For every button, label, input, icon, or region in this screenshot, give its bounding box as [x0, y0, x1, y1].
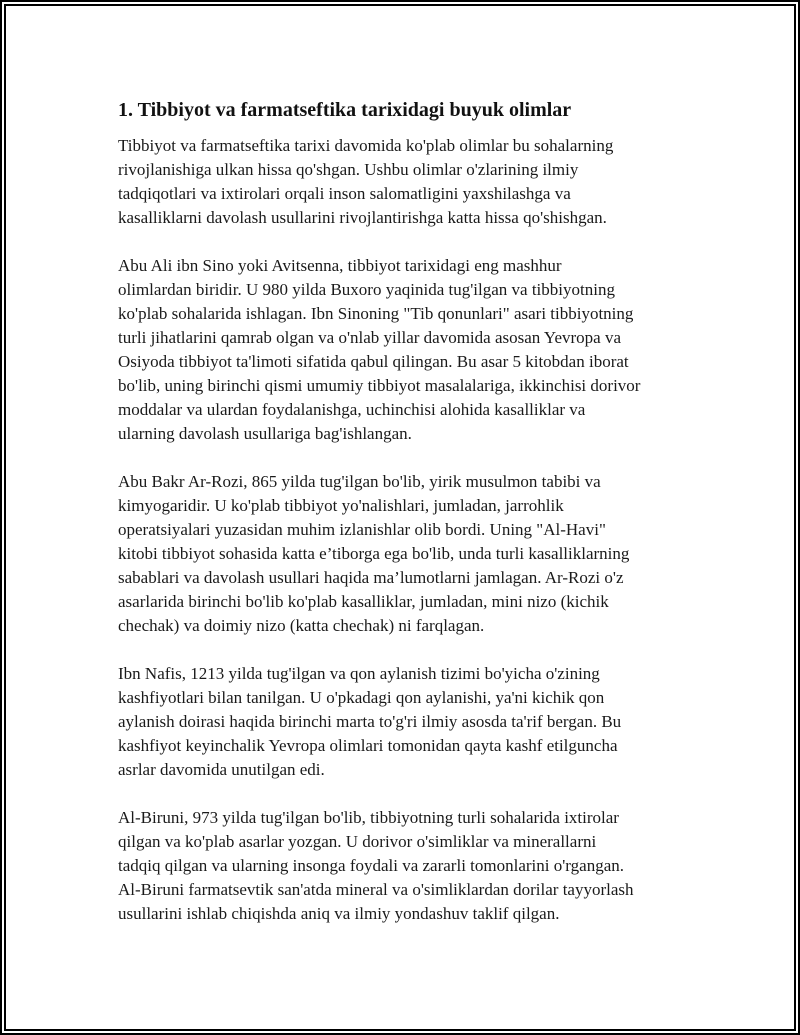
text-line: tadqiqotlari va ixtirolari orqali inson salomatligini yaxshilashga va	[118, 184, 571, 203]
text-line: aylanish doirasi haqida birinchi marta to'g'ri ilmiy asosda ta'rif bergan. Bu	[118, 712, 622, 731]
text-line: ko'plab sohalarida ishlagan. Ibn Sinoning "Tib qonunlari" asari tibbiyotning	[118, 304, 634, 323]
text-line: usullarini ishlab chiqishda aniq va ilmiy yondashuv taklif qilgan.	[118, 904, 560, 923]
text-line: Abu Ali ibn Sino yoki Avitsenna, tibbiyot tarixidagi eng mashhur	[118, 256, 562, 275]
text-line: Tibbiyot va farmatseftika tarixi davomida ko'plab olimlar bu sohalarning	[118, 136, 614, 155]
text-line: operatsiyalari yuzasidan muhim izlanishlar olib bordi. Uning "Al-Havi"	[118, 520, 606, 539]
text-line: Al-Biruni farmatsevtik san'atda mineral va o'simliklardan dorilar tayyorlash	[118, 880, 634, 899]
text-line: olimlardan biridir. U 980 yilda Buxoro yaqinida tug'ilgan va tibbiyotning	[118, 280, 615, 299]
text-line: Ibn Nafis, 1213 yilda tug'ilgan va qon aylanish tizimi bo'yicha o'zining	[118, 664, 600, 683]
paragraph-ibn-nafis	[118, 662, 698, 782]
text-line: bo'lib, uning birinchi qismi umumiy tibbiyot masalalariga, ikkinchisi dorivor	[118, 376, 641, 395]
text-line: kashfiyotlari bilan tanilgan. U o'pkadagi qon aylanishi, ya'ni kichik qon	[118, 688, 605, 707]
paragraph-al-biruni	[118, 806, 698, 926]
text-line: ularning davolash usullariga bag'ishlangan.	[118, 424, 412, 443]
text-line: qilgan va ko'plab asarlar yozgan. U dorivor o'simliklar va minerallarni	[118, 832, 597, 851]
text-line: moddalar va ulardan foydalanishga, uchinchisi alohida kasalliklar va	[118, 400, 586, 419]
text-line: Osiyoda tibbiyot ta'limoti sifatida qabul qilingan. Bu asar 5 kitobdan iborat	[118, 352, 629, 371]
paragraph-ar-rozi	[118, 470, 698, 638]
text-line: rivojlanishiga ulkan hissa qo'shgan. Ushbu olimlar o'zlarining ilmiy	[118, 160, 579, 179]
text-line: sabablari va davolash usullari haqida ma’lumotlarni jamlagan. Ar-Rozi o'z	[118, 568, 624, 587]
document-title: 1. Tibbiyot va farmatseftika tarixidagi buyuk olimlar	[118, 99, 572, 121]
text-line: asarlarida birinchi bo'lib ko'plab kasalliklar, jumladan, mini nizo (kichik	[118, 592, 609, 611]
text-line: kashfiyot keyinchalik Yevropa olimlari tomonidan qayta kashf etilguncha	[118, 736, 618, 755]
text-line: Al-Biruni, 973 yilda tug'ilgan bo'lib, tibbiyotning turli sohalarida ixtirolar	[118, 808, 619, 827]
text-line: Abu Bakr Ar-Rozi, 865 yilda tug'ilgan bo'lib, yirik musulmon tabibi va	[118, 472, 601, 491]
text-line: asrlar davomida unutilgan edi.	[118, 760, 325, 779]
text-line: kasalliklarni davolash usullarini rivojlantirishga katta hissa qo'shishgan.	[118, 208, 607, 227]
text-line: tadqiq qilgan va ularning insonga foydali va zararli tomonlarini o'rgangan.	[118, 856, 624, 875]
paragraph-intro	[118, 134, 698, 230]
text-line: kitobi tibbiyot sohasida katta e’tiborga ega bo'lib, unda turli kasalliklarning	[118, 544, 630, 563]
paragraph-ibn-sino	[118, 254, 698, 446]
text-line: kimyogaridir. U ko'plab tibbiyot yo'nalishlari, jumladan, jarrohlik	[118, 496, 564, 515]
document-content	[118, 96, 698, 950]
text-line: chechak) va doimiy nizo (katta chechak) ni farqlagan.	[118, 616, 485, 635]
text-line: turli jihatlarini qamrab olgan va o'nlab yillar davomida asosan Yevropa va	[118, 328, 622, 347]
